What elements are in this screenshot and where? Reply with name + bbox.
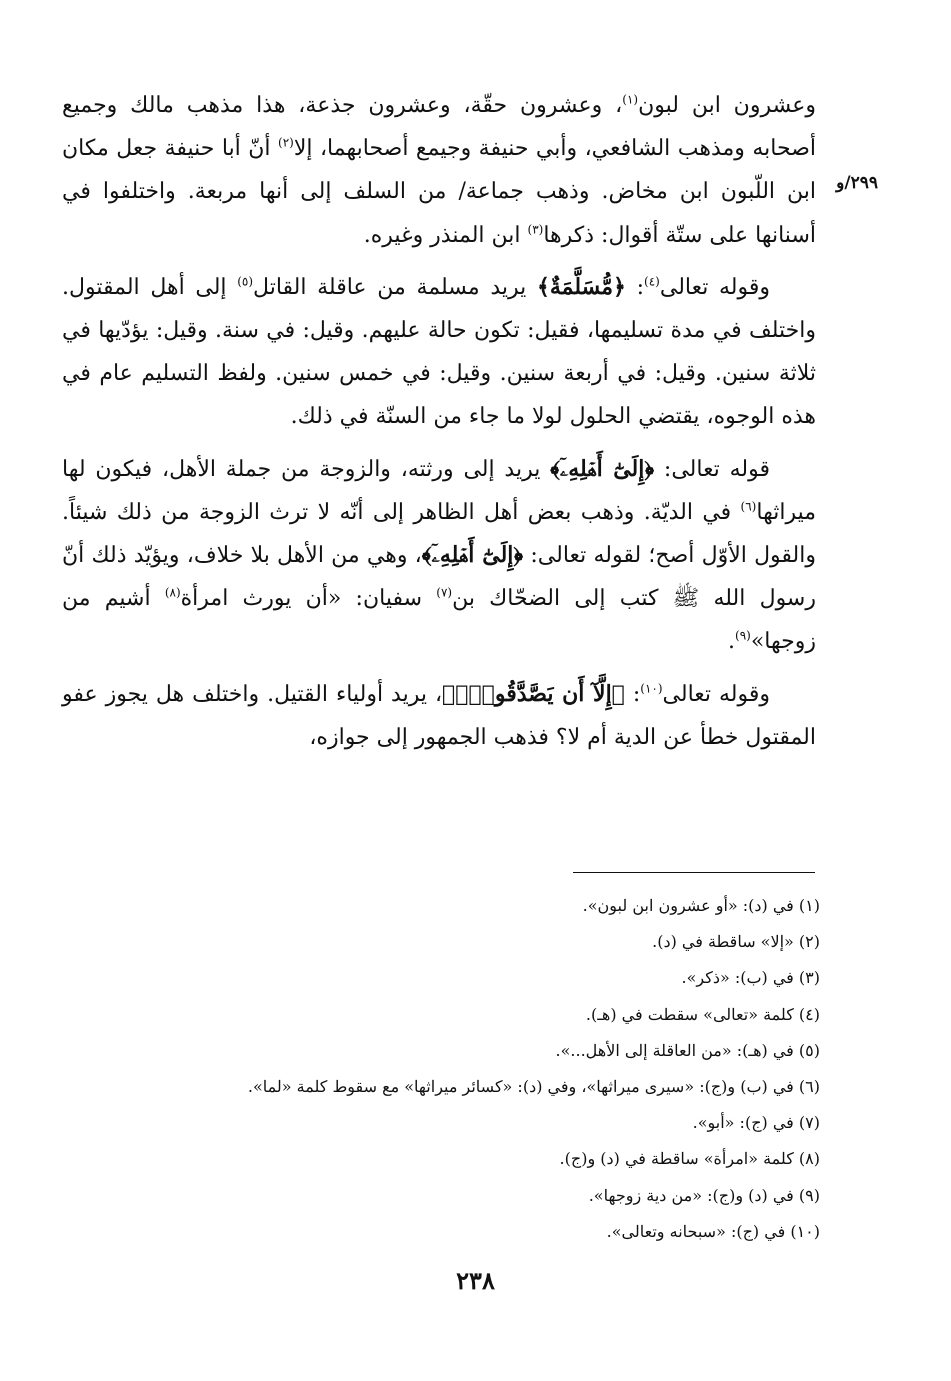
footnote-marker: (٦) [740, 499, 757, 514]
text-run: يريد مسلمة من عاقلة القاتل [253, 274, 537, 300]
text-run: ابن المنذر وغيره. [363, 222, 528, 248]
footnote: (٨) كلمة «امرأة» ساقطة في (د) و(ج). [559, 1149, 820, 1169]
text-run: ، يريد أولياء القتيل. واختلف هل يجوز عفو المقتول خطأ عن الدية أم لا؟ فذهب الجمهور إلى جوازه، [62, 681, 816, 750]
text-run: وقوله تعالى [659, 274, 771, 300]
footnote-separator [573, 872, 815, 873]
margin-folio-mark: ٢٩٩/و [836, 173, 878, 193]
text-run: : [625, 274, 645, 300]
footnote-marker: (٢) [278, 135, 294, 150]
footnote: (١) في (د): «أو عشرون ابن لبون». [582, 896, 820, 915]
footnote-marker: (٤) [644, 274, 660, 289]
quran-quote: ﴿مُّسَلَّمَةٌ﴾ [536, 273, 626, 300]
footnote: (٣) في (ب): «ذكر». [681, 968, 820, 988]
footnote-marker: (٨) [164, 585, 181, 600]
quran-quote: ﴿إِلَىٰٓ أَهۡلِهِۦٓ﴾ [421, 542, 524, 569]
text-run: وعشرون ابن لبون [638, 93, 816, 118]
text-run: . [728, 629, 736, 655]
quran-quote: ﴿إِلَىٰٓ أَهۡلِهِۦٓ﴾ [550, 455, 655, 482]
footnote: (٥) في (هـ): «من العاقلة إلى الأهل...». [555, 1040, 820, 1060]
footnote-marker: (٣) [527, 222, 544, 237]
text-run: ، وهي من الأهل بلا خلاف، ويؤيّد ذلك أنّ رسول الله ﷺ كتب إلى الضحّاك بن [62, 543, 816, 612]
text-run: يريد إلى ورثته، والزوجة من جملة الأهل، فيكون لها ميراثها [62, 456, 816, 525]
main-text [62, 84, 816, 759]
paragraph [62, 266, 816, 439]
footnote-marker: (١٠) [640, 681, 663, 696]
footnote-marker: (٧) [436, 585, 453, 600]
text-run: أنّ أبا حنيفة جعل مكان ابن اللّبون ابن مخاض. وذهب جماعة/ من السلف إلى أنها مربعة. واختلفوا في أسنانها على ستّة أقوال: ذكرها [62, 136, 816, 248]
footnote: (١٠) في (ج): «سبحانه وتعالى». [606, 1221, 820, 1241]
footnote: (٧) في (ج): «أبو». [692, 1113, 820, 1133]
paragraph [62, 448, 816, 664]
text-run: : [624, 681, 641, 707]
footnote-marker: (٥) [237, 274, 254, 289]
text-run: سفيان: «أن يورث امرأة [180, 586, 437, 612]
paragraph [62, 84, 816, 257]
footnote: (٤) كلمة «تعالى» سقطت في (هـ). [585, 1004, 820, 1024]
paragraph [62, 673, 816, 759]
text-run: في الديّة. وذهب بعض أهل الظاهر إلى أنّه لا ترث الزوجة من ذلك شيئاً. والقول الأوّل أصح؛ لقوله تعالى: [62, 499, 816, 569]
text-run: إلى أهل المقتول. واختلف في مدة تسليمها، فقيل: تكون حالة عليهم. وقيل: في سنة. وقيل: يؤدّيها في ثلاثة سنين. وقيل: في أربعة سنين. وقيل: في خمس سنين. ولفظ التسليم عام في هذه الوجوه، يقتضي الحلول لولا ما جاء من السنّة في ذلك. [62, 274, 816, 430]
page-number: ٢٣٨ [456, 1266, 495, 1295]
text-run: قوله تعالى: [654, 456, 770, 482]
footnote-marker: (١) [622, 92, 639, 107]
text-run: ، وعشرون حقّة، وعشرون جذعة، هذا مذهب مالك وجميع أصحابه ومذهب الشافعي، وأبي حنيفة وجيمع أصحابهما، إلا [62, 93, 816, 162]
text-run: وقوله تعالى [662, 681, 770, 707]
footnote: (٦) في (ب) و(ج): «سيرى ميراثها»، وفي (د): «كسائر ميراثها» مع سقوط كلمة «لما». [247, 1077, 820, 1097]
footnote: (٢) «إلا» ساقطة في (د). [652, 932, 820, 952]
footnotes [60, 888, 820, 1250]
footnote: (٩) في (د) و(ج): «من دية زوجها». [588, 1185, 820, 1205]
text-run: أشيم من زوجها» [62, 586, 816, 655]
footnote-marker: (٩) [735, 629, 751, 644]
quran-quote: ﴿إِلَّآ أَن يَصَّدَّقُواْۚ﴾ [442, 680, 625, 707]
